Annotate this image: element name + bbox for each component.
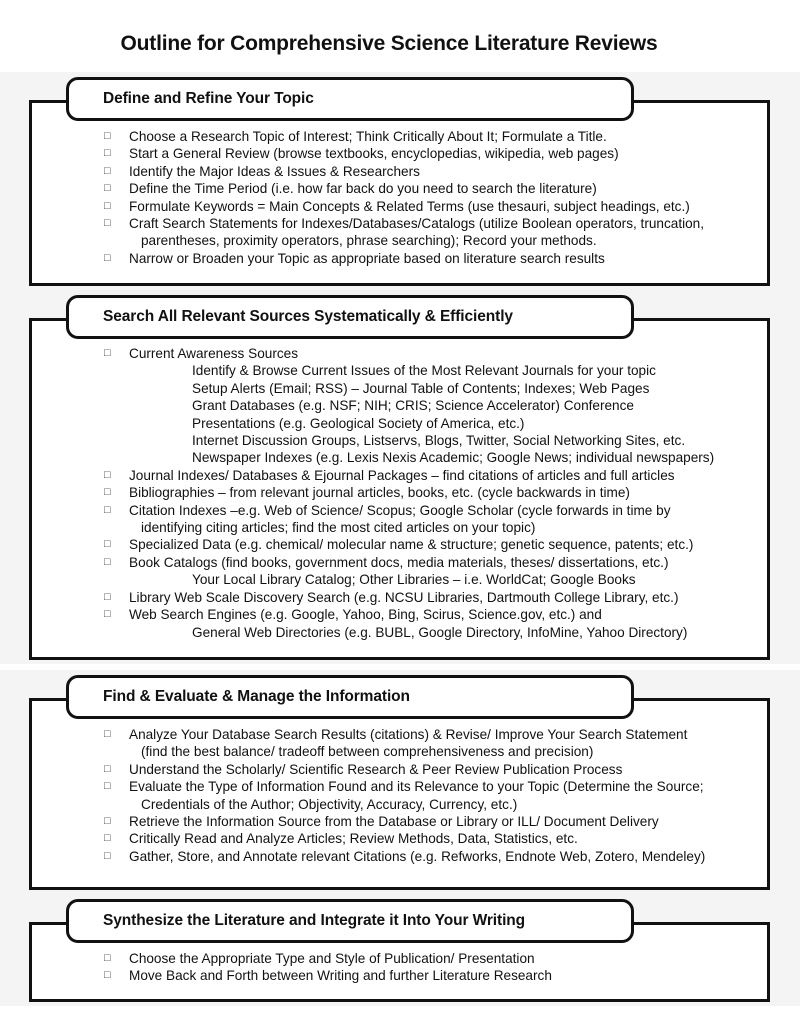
list-item-text: Specialized Data (e.g. chemical/ molecular name & structure; genetic sequence, patents; etc.) (129, 537, 694, 553)
checkbox-bullet-icon: □ (104, 832, 111, 845)
list-item (104, 726, 764, 761)
list-item-text: Move Back and Forth between Writing and further Literature Research (129, 968, 552, 984)
section-list (104, 950, 764, 985)
section-synthesize (0, 894, 800, 1006)
section-search-sources (0, 290, 800, 664)
list-item (104, 830, 764, 847)
list-item-text: Journal Indexes/ Databases & Ejournal Packages – find citations of articles and full articles (129, 467, 675, 483)
list-item-continuation: parentheses, proximity operators, phrase searching); Record your methods. (141, 233, 597, 249)
checkbox-bullet-icon: □ (104, 251, 111, 264)
list-item-text: Understand the Scholarly/ Scientific Research & Peer Review Publication Process (129, 761, 623, 777)
checkbox-bullet-icon: □ (104, 147, 111, 160)
list-item (104, 198, 764, 215)
list-item-text: Choose the Appropriate Type and Style of Publication/ Presentation (129, 951, 535, 966)
list-item (104, 967, 764, 984)
checkbox-bullet-icon: □ (104, 199, 111, 212)
list-item (104, 163, 764, 180)
section-heading: Synthesize the Literature and Integrate it Into Your Writing (66, 899, 634, 943)
list-item-text: Web Search Engines (e.g. Google, Yahoo, Bing, Scirus, Science.gov, etc.) and (129, 607, 602, 623)
list-item (104, 215, 764, 250)
list-item-text: Current Awareness Sources (129, 346, 298, 361)
section-evaluate-info (0, 670, 800, 894)
checkbox-bullet-icon: □ (104, 728, 111, 740)
list-item (104, 606, 764, 641)
page-title: Outline for Comprehensive Science Literature Reviews (120, 32, 658, 55)
section-list (104, 128, 764, 267)
section-heading: Define and Refine Your Topic (66, 77, 634, 121)
section-list (104, 726, 764, 865)
checkbox-bullet-icon: □ (104, 217, 111, 230)
list-item-text: Bibliographies – from relevant journal articles, books, etc. (cycle backwards in time) (129, 485, 630, 501)
list-item-text: Evaluate the Type of Information Found and its Relevance to your Topic (Determine the Source; (129, 779, 704, 795)
checkbox-bullet-icon: □ (104, 590, 111, 603)
list-item (104, 145, 764, 162)
list-item-text: Define the Time Period (i.e. how far back do you need to search the literature) (129, 181, 597, 197)
checkbox-bullet-icon: □ (104, 538, 111, 551)
list-item (104, 589, 764, 606)
section-list (104, 345, 764, 641)
list-item-text: Identify the Major Ideas & Issues & Researchers (129, 163, 420, 179)
checkbox-bullet-icon: □ (104, 952, 111, 964)
list-item-text: Citation Indexes –e.g. Web of Science/ Scopus; Google Scholar (cycle forwards in time by (129, 502, 671, 518)
section-heading: Find & Evaluate & Manage the Information (66, 675, 634, 719)
checkbox-bullet-icon: □ (104, 555, 111, 568)
section-define-topic (0, 72, 800, 290)
list-item (104, 128, 764, 145)
sub-item-text: General Web Directories (e.g. BUBL, Google Directory, InfoMine, Yahoo Directory) (192, 624, 688, 640)
checkbox-bullet-icon: □ (104, 849, 111, 862)
sub-item-text: Identify & Browse Current Issues of the Most Relevant Journals for your topic (192, 363, 656, 379)
checkbox-bullet-icon: □ (104, 182, 111, 195)
list-item (104, 848, 764, 865)
list-item-text: Analyze Your Database Search Results (citations) & Revise/ Improve Your Search Statement (129, 727, 688, 742)
sub-item-text: Your Local Library Catalog; Other Libraries – i.e. WorldCat; Google Books (192, 572, 636, 588)
checkbox-bullet-icon: □ (104, 486, 111, 499)
list-item (104, 250, 764, 267)
checkbox-bullet-icon: □ (104, 164, 111, 177)
list-item (104, 761, 764, 778)
list-item (104, 813, 764, 830)
checkbox-bullet-icon: □ (104, 347, 111, 359)
list-item (104, 345, 764, 467)
sub-item-text: Newspaper Indexes (e.g. Lexis Nexis Academic; Google News; individual newspapers) (192, 450, 715, 466)
list-item-text: Choose a Research Topic of Interest; Think Critically About It; Formulate a Title. (129, 129, 607, 144)
list-item (104, 778, 764, 813)
list-item-text: Library Web Scale Discovery Search (e.g. NCSU Libraries, Dartmouth College Library, etc.) (129, 589, 679, 605)
list-item-text: Book Catalogs (find books, government docs, media materials, theses/ dissertations, etc.) (129, 554, 669, 570)
checkbox-bullet-icon: □ (104, 130, 111, 142)
checkbox-bullet-icon: □ (104, 762, 111, 775)
list-item-text: Retrieve the Information Source from the Database or Library or ILL/ Document Delivery (129, 814, 659, 830)
list-item (104, 536, 764, 553)
section-heading: Search All Relevant Sources Systematically & Efficiently (66, 295, 634, 339)
list-item (104, 554, 764, 589)
checkbox-bullet-icon: □ (104, 815, 111, 828)
checkbox-bullet-icon: □ (104, 969, 111, 982)
checkbox-bullet-icon: □ (104, 468, 111, 481)
sub-item-text: Grant Databases (e.g. NSF; NIH; CRIS; Science Accelerator) Conference (192, 398, 634, 414)
list-item-text: Gather, Store, and Annotate relevant Citations (e.g. Refworks, Endnote Web, Zotero, Mendeley) (129, 848, 706, 864)
list-item-text: Craft Search Statements for Indexes/Databases/Catalogs (utilize Boolean operators, truncation, (129, 216, 705, 232)
checkbox-bullet-icon: □ (104, 503, 111, 516)
list-item-text: Formulate Keywords = Main Concepts & Related Terms (use thesauri, subject headings, etc.) (129, 198, 690, 214)
list-item (104, 467, 764, 484)
list-item-continuation: identifying citing articles; find the most cited articles on your topic) (141, 520, 536, 536)
list-item (104, 180, 764, 197)
list-item-continuation: Credentials of the Author; Objectivity, Accuracy, Currency, etc.) (141, 796, 518, 812)
list-item-continuation: (find the best balance/ tradeoff between comprehensiveness and precision) (141, 744, 594, 760)
list-item (104, 950, 764, 967)
sub-item-text: Setup Alerts (Email; RSS) – Journal Table of Contents; Indexes; Web Pages (192, 380, 650, 396)
list-item-text: Start a General Review (browse textbooks, encyclopedias, wikipedia, web pages) (129, 146, 619, 162)
list-item-text: Narrow or Broaden your Topic as appropriate based on literature search results (129, 250, 605, 266)
list-item (104, 502, 764, 537)
checkbox-bullet-icon: □ (104, 780, 111, 793)
sub-item-text: Internet Discussion Groups, Listservs, Blogs, Twitter, Social Networking Sites, etc. (192, 433, 686, 449)
checkbox-bullet-icon: □ (104, 608, 111, 621)
list-item-text: Critically Read and Analyze Articles; Review Methods, Data, Statistics, etc. (129, 831, 578, 847)
list-item (104, 484, 764, 501)
sub-item-text: Presentations (e.g. Geological Society of America, etc.) (192, 415, 525, 431)
